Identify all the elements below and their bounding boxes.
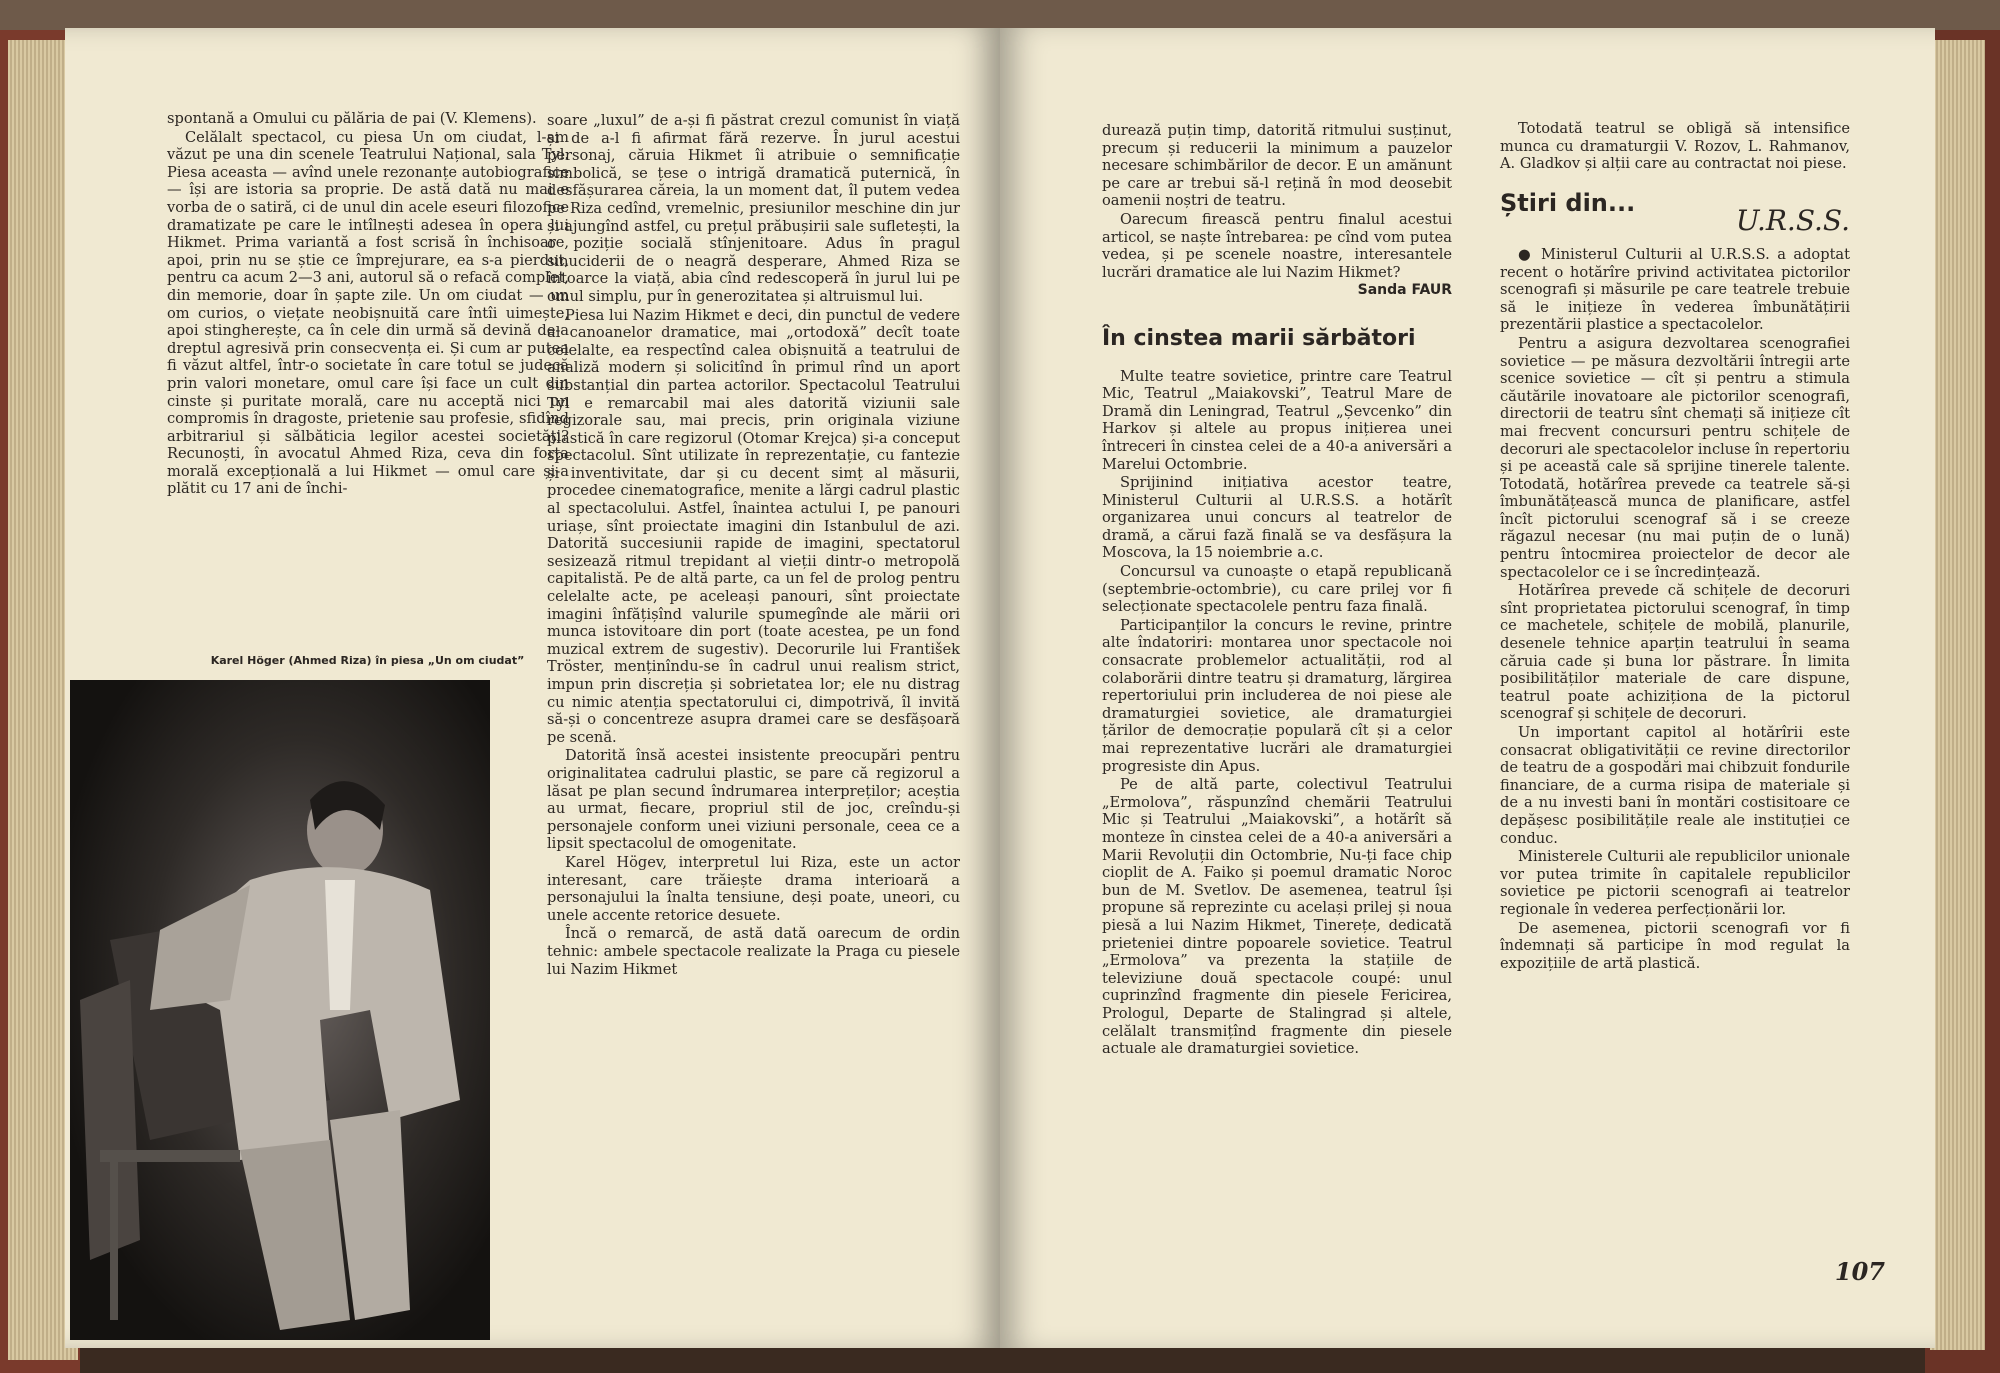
paragraph: Ministerele Culturii ale republicilor unionale vor putea trimite în capitalele republicilor sovietice pe pictorii scenografi ai teatrelor regionale în vederea perfecționării lor.: [1500, 848, 1850, 918]
paragraph: Un important capitol al hotărîrii este consacrat obligativității ce revine directorilor de teatru de a gospodări mai chibzuit fondurile financiare, de a curma risipa de materiale și de a nu investi bani în montări costisitoare ce depășesc posibilitățile reale ale instituției ce conduc.: [1500, 724, 1850, 847]
paragraph: Celălalt spectacol, cu piesa Un om ciudat, l-am văzut pe una din scenele Teatrului Național, sala Tyl. Piesa aceasta — avînd unele rezonanțe autobiografice — își are istoria sa proprie. De astă dată nu mai e vorba de o satiră, ci de unul din acele eseuri filozofice dramatizate pe care le intîlnești adesea în opera lui Hikmet. Prima variantă a fost scrisă în închisoare, apoi, prin nu se știe ce împrejurare, ea s-a pierdut, pentru ca acum 2—3 ani, autorul să o refacă complet, din memorie, doar în șapte zile. Un om ciudat — un om curios, o viețate neobișnuită care întîi uimește, apoi stingherește, ca în cele din urmă să devină de-a dreptul agresivă prin consecvența ei. Și cum ar putea fi văzut altfel, într-o societate în care totul se judecă prin valori monetare, omul care își face un cult din cinste și puritate morală, care nu acceptă nici un compromis în dragoste, prietenie sau profesie, sfidînd arbitrariul și sălbăticia legilor acestei societăți? Recunoști, în avocatul Ahmed Riza, ceva din forța morală excepțională a lui Hikmet — omul care și-a plătit cu 17 ani de închi-: [167, 128, 569, 498]
left-column-2: [547, 112, 960, 979]
paragraph: Pe de altă parte, colectivul Teatrului „Ermolova”, răspunzînd chemării Teatrului Mic și Teatrului „Maiakovski”, a hotărît să monteze în cinstea celei de a 40-a aniversări a Marii Revoluții din Octombrie, Nu-ți face chip cioplit de A. Faiko și poemul dramatic Noroc bun de M. Svetlov. De asemenea, teatrul își propune să reprezinte cu același prilej și noua piesă a lui Nazim Hikmet, Tinerețe, dedicată prieteniei dintre popoarele sovietice. Teatrul „Ermolova” va prezenta la stațiile de televiziune două spectacole coupé: unul cuprinzînd fragmente din piesele Fericirea, Prologul, Departe de Stalingrad și altele, celălalt transmițînd fragmente din piesele actuale ale dramaturgiei sovietice.: [1102, 776, 1452, 1058]
actor-photo-image: [70, 680, 490, 1340]
paragraph: Pentru a asigura dezvoltarea scenografiei sovietice — pe măsura dezvoltării întregii arte scenice sovietice — cît și pentru a stimula căutările inovatoare ale pictorilor scenografi, directorii de teatru sînt chemați să inițieze cît mai frecvent concursuri pentru schițele de decoruri ale spectacolelor incluse în repertoriu și pe această cale să sprijine tinerele talente. Totodată, hotărîrea prevede ca teatrele să-și îmbunătățească munca de planificare, astfel încît pictorului scenograf să i se creeze răgazul necesar (nu mai puțin de o lună) pentru întocmirea proiectelor de decor ale spectacolelor ce i se încredințează.: [1500, 334, 1850, 581]
left-column-1: [167, 110, 569, 499]
paragraph: durează puțin timp, datorită ritmului susținut, precum și reducerii la minimum a pauzelor necesare schimbărilor de decor. E un amănunt pe care ar trebui să-l rețină în mod deosebit oamenii noștri de teatru.: [1102, 122, 1452, 210]
paragraph: Oarecum firească pentru finalul acestui articol, se naște întrebarea: pe cînd vom putea vedea, și pe scenele noastre, interesantele lucrări dramatice ale lui Nazim Hikmet?: [1102, 210, 1452, 281]
right-column-2: [1500, 120, 1850, 973]
paragraph: De asemenea, pictorii scenografi vor fi îndemnați să participe în mod regulat la expozițiile de artă plastică.: [1500, 919, 1850, 972]
paragraph: Karel Högev, interpretul lui Riza, este un actor interesant, care trăiește drama interioară a personajului la înalta tensiune, deși poate, uneori, cu unele accente retorice desuete.: [547, 853, 960, 924]
page-number: 107: [1834, 1257, 1885, 1286]
paragraph: Piesa lui Nazim Hikmet e deci, din punctul de vedere al canoanelor dramatice, mai „ortodoxă” decît toate celelalte, ea respectînd calea obișnuită a teatrului de analiză modern și solicitînd în primul rînd un aport substanțial din partea actorilor. Spectacolul Teatrului Tyl e remarcabil mai ales datorită viziunii sale regizorale sau, mai precis, prin originala viziune plastică în care regizorul (Otomar Krejca) și-a conceput spectacolul. Sînt utilizate în reprezentație, cu fantezie și inventivitate, dar și cu decent simț al măsurii, procedee cinematografice, menite a lărgi cadrul plastic al spectacolului. Astfel, înaintea actului I, pe panouri uriașe, sînt proiectate imagini din Istanbulul de azi. Datorită succesiunii rapide de imagini, spectatorul sesizează ritmul trepidant al vieții dintr-o metropolă capitalistă. Pe de altă parte, ca un fel de prolog pentru celelalte acte, pe aceleași panouri, sînt proiectate imagini înfățișînd valurile spumegînde ale mării ori munca istovitoare din port (toate acestea, pe un fond muzical extrem de sugestiv). Decorurile lui František Tröster, menținîndu-se în cadrul unui realism strict, impun prin discreția și sobrietatea lor; ele nu distrag cu nimic atenția spectatorului ci, dimpotrivă, îl invită să-și o concentreze asupra dramei care se desfășoară pe scenă.: [547, 306, 960, 746]
right-column-1: [1102, 122, 1452, 1059]
paragraph: Datorită însă acestei insistente preocupări pentru originalitatea cadrului plastic, se pare că regizorul a lăsat pe plan secund îndrumarea interpreților; aceștia au urmat, fiecare, propriul stil de joc, creîndu-și personajele conform unei viziuni personale, ceea ce a lipsit spectacolul de omogenitate.: [547, 747, 960, 853]
section-heading: În cinstea marii sărbători: [1102, 325, 1416, 351]
theatre-photo: [70, 680, 490, 1340]
news-subheading: U.R.S.S.: [1735, 204, 1850, 238]
left-page: [65, 28, 1000, 1348]
paragraph: spontană a Omului cu pălăria de pai (V. Klemens).: [167, 110, 537, 127]
paragraph: Concursul va cunoaște o etapă republicană (septembrie-octombrie), cu care prilej vor fi selecționate spectacolele pentru faza finală.: [1102, 563, 1452, 616]
paragraph: Totodată teatrul se obligă să intensifice munca cu dramaturgii V. Rozov, L. Rahmanov, A. Gladkov și alții care au contractat noi piese.: [1500, 120, 1850, 173]
paragraph: Sprijinind inițiativa acestor teatre, Ministerul Culturii al U.R.S.S. a hotărît organizarea unui concurs al teatrelor de dramă, a cărui fază finală se va desfășura la Moscova, la 15 noiembrie a.c.: [1102, 474, 1452, 562]
paragraph: Multe teatre sovietice, printre care Teatrul Mic, Teatrul „Maiakovski”, Teatrul Mare de Dramă din Leningrad, Teatrul „Șevcenko” din Harkov și altele au propus inițierea unei întreceri în cinstea celei de a 40-a aniversări a Marelui Octombrie.: [1102, 367, 1452, 473]
paragraph: ● Ministerul Culturii al U.R.S.S. a adoptat recent o hotărîre privind activitatea pictorilor scenografi și măsurile pe care teatrele trebuie să le inițieze în vederea îmbunătățirii prezentării plastice a spectacolelor.: [1500, 245, 1850, 334]
paragraph: Participanților la concurs le revine, printre alte îndatoriri: montarea unor spectacole noi consacrate problemelor actualității, rod al colaborării dintre teatru și dramaturg, lărgirea repertoriului prin includerea de noi piese ale dramaturgiei sovietice, ale dramaturgiei țărilor de democrație populară cît și a celor mai reprezentative lucrări ale dramaturgiei progresiste din Apus.: [1102, 616, 1452, 775]
paragraph: Încă o remarcă, de astă dată oarecum de ordin tehnic: ambele spectacole realizate la Praga cu piesele lui Nazim Hikmet: [547, 925, 960, 978]
paragraph: soare „luxul” de a-și fi păstrat crezul comunist în viață și de a-l fi afirmat fără rezerve. În jurul acestui personaj, căruia Hikmet îi atribuie o semnificație simbolică, se țese o intrigă dramatică puternică, în desfășurarea căreia, la un moment dat, îl putem vedea pe Riza cedînd, vremelnic, presiunilor meschine din jur și ajungînd astfel, cu prețul prăbușirii sale sufletești, la o poziție socială stînjenitoare. Adus în pragul sinuciderii de o neagră desperare, Ahmed Riza se întoarce la viață, abia cînd redescoperă în jurul lui pe omul simplu, pur în generozitatea și altruismul lui.: [547, 112, 960, 305]
page-edges-right: [1930, 40, 1985, 1350]
paragraph: Hotărîrea prevede că schițele de decoruri sînt proprietatea pictorului scenograf, în timp ce machetele, schițele de mobilă, planurile, desenele tehnice aparțin teatrului în seama căruia cade și buna lor păstrare. În limita posibilităților materiale de care dispune, teatrul poate achiziționa de la pictorul scenograf și schițele de decoruri.: [1500, 582, 1850, 723]
right-page: [1000, 28, 1935, 1348]
news-heading: Știri din...: [1500, 188, 1636, 217]
author-signature: Sanda FAUR: [1357, 282, 1452, 299]
photo-caption: Karel Höger (Ahmed Riza) în piesa „Un om ciudat”: [210, 654, 525, 667]
